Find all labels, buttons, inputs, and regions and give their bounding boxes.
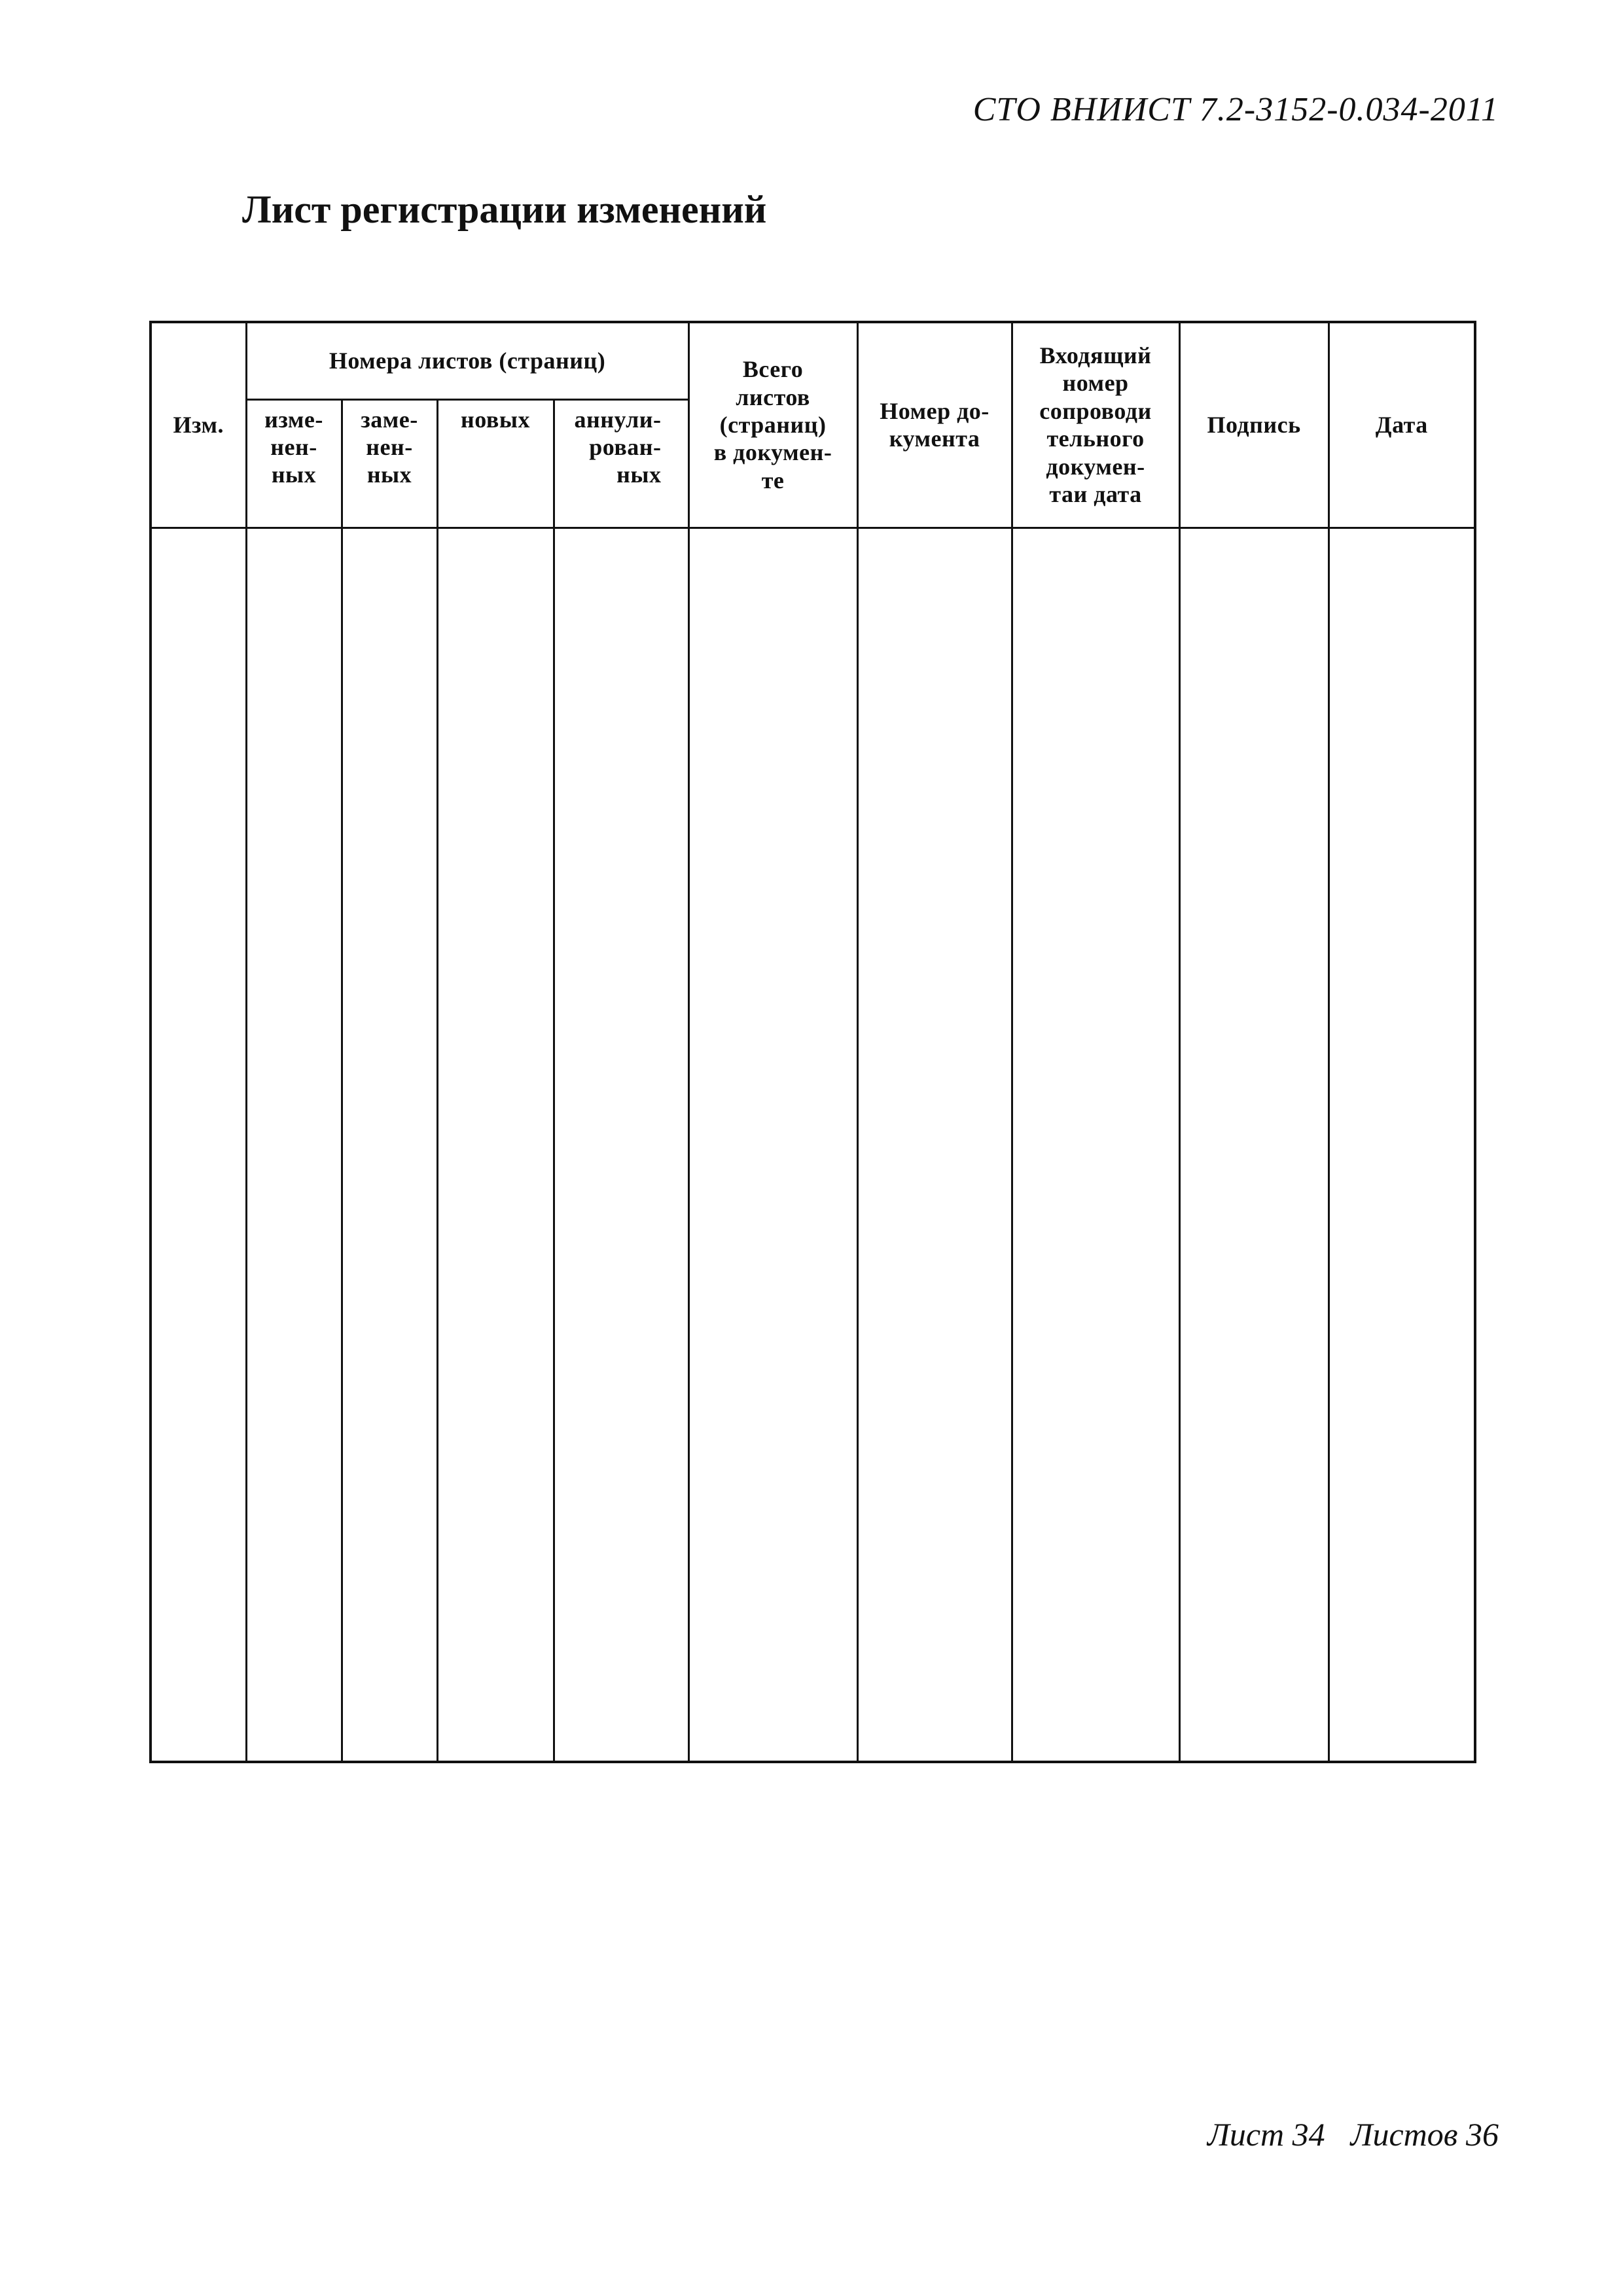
page-footer (1207, 2115, 1499, 2153)
page-title: Лист регистрации изменений (242, 188, 767, 231)
cell-incoming-number (1012, 528, 1179, 1762)
sheet-label: Лист (1207, 2116, 1285, 2153)
header-replaced-label: заме- нен- ных (361, 406, 418, 488)
header-incoming-number-label: Входящий номер сопроводи тельного докумен- таи дата (1039, 342, 1152, 508)
header-annulled-label: аннули- рован- ных (574, 406, 662, 488)
cell-izm (151, 528, 246, 1762)
header-signature (1179, 322, 1329, 528)
header-new-label: новых (461, 406, 530, 433)
header-doc-number-label: Номер до- кумента (880, 397, 990, 452)
change-registration-table (149, 321, 1476, 1763)
header-changed-label: изме- нен- ных (264, 406, 323, 488)
header-incoming-number (1012, 322, 1179, 528)
cell-date (1329, 528, 1475, 1762)
cell-changed (246, 528, 342, 1762)
header-new (437, 399, 554, 528)
cell-annulled (554, 528, 688, 1762)
header-replaced (342, 399, 437, 528)
header-date (1329, 322, 1475, 528)
header-annulled (554, 399, 688, 528)
sheet-number: 34 (1292, 2116, 1325, 2153)
header-total-sheets-label: Всего листов (страниц) в докумен- те (713, 356, 832, 493)
header-izm-label: Изм. (173, 412, 224, 439)
header-signature-label: Подпись (1207, 412, 1301, 439)
cell-doc-number (857, 528, 1012, 1762)
header-sheet-numbers-group (246, 322, 688, 399)
header-changed (246, 399, 342, 528)
header-sheet-numbers-label: Номера листов (страниц) (329, 348, 606, 374)
header-izm (151, 322, 246, 528)
header-date-label: Дата (1375, 412, 1428, 439)
table-row (151, 528, 1475, 1762)
cell-replaced (342, 528, 437, 1762)
header-doc-number (857, 322, 1012, 528)
sheets-label: Листов (1350, 2116, 1458, 2153)
cell-new (437, 528, 554, 1762)
header-total-sheets (688, 322, 857, 528)
cell-total-sheets (688, 528, 857, 1762)
sheets-total: 36 (1466, 2116, 1499, 2153)
table-header-row-1 (151, 322, 1475, 399)
cell-signature (1179, 528, 1329, 1762)
document-code: СТО ВНИИСТ 7.2-3152-0.034-2011 (972, 91, 1499, 128)
